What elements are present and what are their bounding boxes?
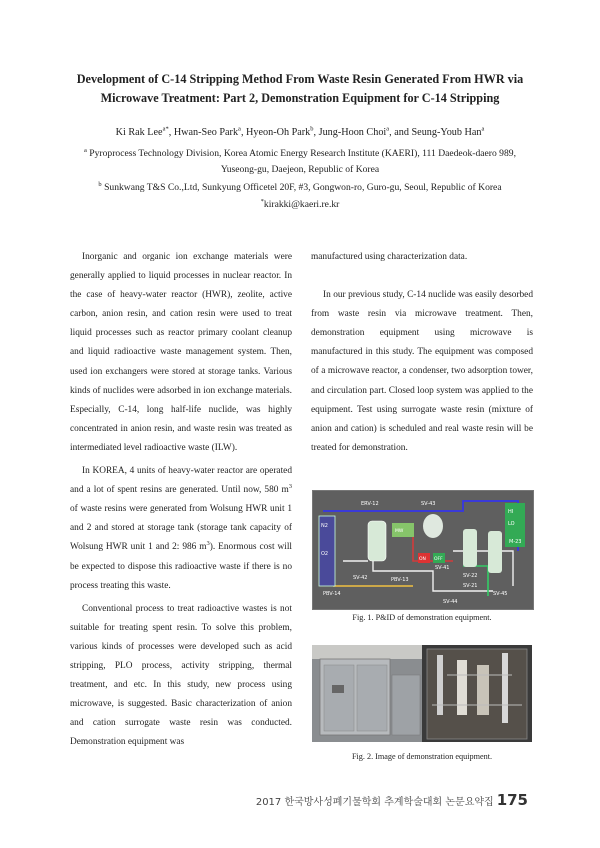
paragraph: manufactured using characterization data. bbox=[311, 252, 468, 262]
label-sv42: SV-42 bbox=[353, 575, 368, 581]
label-on: ON bbox=[419, 557, 426, 562]
title-line-2: Microwave Treatment: Part 2, Demonstration Equipment for C-14 Stripping bbox=[100, 91, 500, 105]
affiliation-b bbox=[40, 180, 560, 196]
author-sup: a bbox=[238, 125, 241, 133]
paragraph-text: of waste resins were generated from Wolsung HWR unit 1 and 2 and stored at storage tank (storage tank capacity of Wolsung HWR unit 1 and 2: 986 m bbox=[70, 504, 292, 553]
figure-2-caption: Fig. 2. Image of demonstration equipment. bbox=[351, 752, 493, 761]
figure-2-photo bbox=[312, 645, 532, 742]
left-column bbox=[70, 248, 292, 752]
corresponding-email bbox=[40, 197, 560, 213]
label-sv21: SV-21 bbox=[463, 583, 478, 589]
author-name: Ki Rak Lee bbox=[115, 127, 163, 138]
paragraph bbox=[70, 462, 292, 596]
label-erv12: ERV-12 bbox=[361, 501, 379, 507]
affiliation-a-line-2: Yuseong-gu, Daejeon, Republic of Korea bbox=[220, 164, 380, 175]
affiliation-mark: b bbox=[98, 180, 102, 188]
author-list: Ki Rak Lee$^{a*}$, Hwan-Seo Park$^a$, Hyeon-Oh Park$^b$, Jung-Hoon Choi$^a$, and Seung-Youb Han$^a$ bbox=[115, 125, 485, 138]
author-name: Seung-Youb Han bbox=[411, 127, 482, 138]
paragraph-text: In KOREA, 4 units of heavy-water reactor are operated and a lot of spent resins are generated. Until now, 580 m bbox=[70, 466, 292, 496]
affiliation-b-line: Sunkwang T&S Co.,Ltd, Sunkyung Officetel 20F, #3, Gongwon-ro, Guro-gu, Seoul, Republic of Korea bbox=[104, 182, 502, 193]
label-sv45: SV-45 bbox=[493, 591, 508, 597]
label-hi: HI bbox=[508, 509, 514, 515]
label-pbv13: PBV-13 bbox=[391, 577, 409, 583]
label-pbv14: PBV-14 bbox=[323, 591, 341, 597]
label-sv22: SV-22 bbox=[463, 573, 478, 579]
label-m23: M-23 bbox=[509, 539, 522, 545]
label-off: OFF bbox=[434, 557, 443, 562]
label-sv44: SV-44 bbox=[443, 599, 458, 605]
affiliation-mark: a bbox=[84, 146, 87, 154]
label-mw: MW bbox=[395, 529, 404, 534]
author-sup: a bbox=[481, 125, 485, 133]
superscript: 3 bbox=[206, 540, 210, 548]
figure-1-caption: Fig. 1. P&ID of demonstration equipment. bbox=[352, 613, 492, 622]
paragraph: Inorganic and organic ion exchange materials were generally applied to liquid processes in nuclear reactor. In the case of heavy-water reactor (HWR), zeolite, active carbon, anion resin, and cation resin were used to treat liquid processes such as reactor primary coolant cleanup and liquid radioactive waste management system. Then, used ion exchangers were stored at storage tanks. Various kinds of nuclides were adsorbed in ion exchange materials. Especially, C-14, long half-life nuclide, was highly concentrated in anion resin, and waste resin was treated as intermediated level radioactive waste (ILW). bbox=[70, 252, 292, 453]
affiliation-a-line-1: Pyroprocess Technology Division, Korea Atomic Energy Research Institute (KAERI), 111 Daedeok-daero 989, bbox=[89, 148, 516, 159]
author-sup: b bbox=[310, 125, 314, 133]
conference-name: 2017 한국방사성폐기물학회 추계학술대회 논문요약집 bbox=[255, 797, 494, 808]
email-address: kirakki@kaeri.re.kr bbox=[263, 199, 340, 210]
author-sup: a bbox=[386, 125, 390, 133]
paragraph: Conventional process to treat radioactive wastes is not suitable for treating spent resin. To solve this problem, various kinds of processes were developed such as acid stripping, PLO process, activity stripping, thermal treatment, and etc. In this study, new process using microwave, is suggested. Basic characterization of anion and cation surrogate waste resin was conducted. Demonstration equipment was bbox=[70, 603, 292, 748]
author-name: Jung-Hoon Choi bbox=[318, 127, 387, 138]
email-mark: * bbox=[260, 197, 264, 205]
label-sv43: SV-43 bbox=[421, 501, 436, 507]
author-name: Hwan-Seo Park bbox=[173, 127, 239, 138]
paragraph-text: ). Enormous cost will be expected to dispose this radioactive waste if there is no process treating this waste. bbox=[70, 542, 293, 591]
author-sup: a* bbox=[162, 125, 169, 133]
label-o2: O2 bbox=[321, 551, 329, 557]
author-name: Hyeon-Oh Park bbox=[246, 127, 311, 138]
superscript: 3 bbox=[288, 483, 292, 491]
label-n2: N2 bbox=[321, 523, 328, 529]
paper-title bbox=[60, 70, 540, 108]
figure-1-pid bbox=[312, 490, 534, 610]
affiliation-a bbox=[40, 146, 560, 178]
paragraph: In our previous study, C-14 nuclide was easily desorbed from waste resin via microwave treatment. Then, demonstration equipment using microwave is manufactured in this study. The equipment was composed of a microwave reactor, a condenser, two adsorption tower, and circulation part. Closed loop system was applied to the equipment. Test using surrogate waste resin (mixture of anion and cation) is scheduled and real waste resin will be treated for demonstration. bbox=[311, 290, 533, 453]
label-lo: LO bbox=[508, 521, 515, 527]
page-number: 175 bbox=[496, 791, 528, 809]
title-line-1: Development of C-14 Stripping Method From Waste Resin Generated From HWR via bbox=[76, 72, 524, 86]
label-sv41: SV-41 bbox=[435, 565, 450, 571]
page-footer bbox=[256, 791, 528, 809]
equipment-photo bbox=[312, 645, 532, 742]
right-column bbox=[311, 248, 533, 458]
pid-diagram bbox=[313, 491, 533, 609]
